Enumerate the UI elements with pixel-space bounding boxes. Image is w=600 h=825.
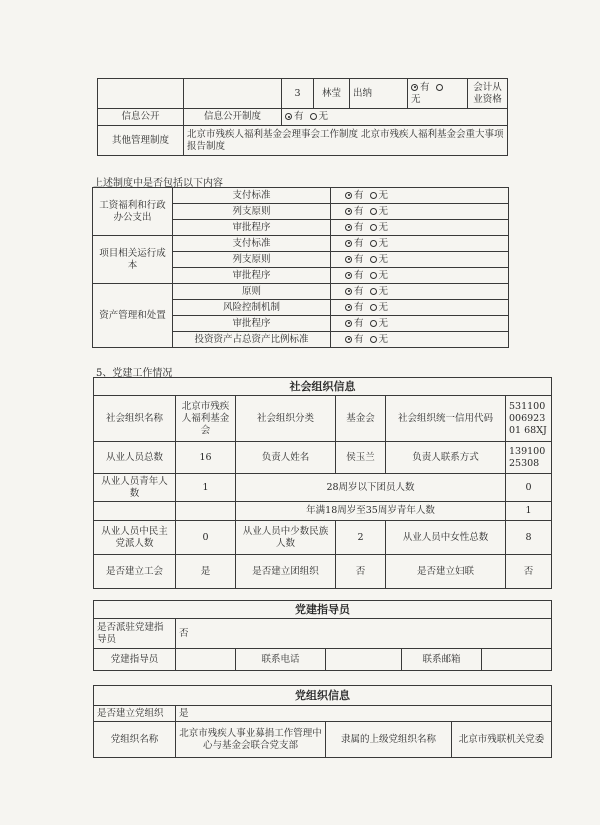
systems-caption: 上述制度中是否包括以下内容 <box>93 178 223 189</box>
org-name-label: 社会组织名称 <box>94 396 176 442</box>
party-parent-label: 隶属的上级党组织名称 <box>326 722 452 758</box>
systems-row <box>93 236 509 252</box>
instructor-title: 党建指导员 <box>94 601 552 619</box>
systems-group-label: 资产管理和处置 <box>93 284 173 348</box>
radio-unchecked-icon <box>370 192 377 199</box>
leader-label: 负责人姓名 <box>236 442 336 474</box>
management-table <box>97 78 508 156</box>
radio-checked-icon <box>345 208 352 215</box>
systems-row <box>93 188 509 204</box>
radio-unchecked-icon <box>370 304 377 311</box>
radio-unchecked-icon <box>310 113 317 120</box>
yes-label: 有 <box>354 301 364 313</box>
union: 是 <box>176 555 236 589</box>
staff-position: 出纳 <box>350 79 408 109</box>
leader-name: 侯玉兰 <box>336 442 386 474</box>
minority-label: 从业人员中少数民族人数 <box>236 521 336 555</box>
category-label: 社会组织分类 <box>236 396 336 442</box>
party-established-label: 是否建立党组织 <box>94 706 176 722</box>
systems-item-label: 支付标准 <box>173 188 331 204</box>
party-org-title: 党组织信息 <box>94 686 552 706</box>
women: 否 <box>506 555 552 589</box>
credit-code-label: 社会组织统一信用代码 <box>386 396 506 442</box>
women-label: 是否建立妇联 <box>386 555 506 589</box>
no-label: 无 <box>378 221 389 233</box>
yes-label: 有 <box>354 205 364 217</box>
radio-unchecked-icon <box>370 288 377 295</box>
systems-group-label: 工资福利和行政办公支出 <box>93 188 173 236</box>
radio-checked-icon <box>345 256 352 263</box>
radio-checked-icon <box>345 192 352 199</box>
leader-contact-label: 负责人联系方式 <box>386 442 506 474</box>
minority: 2 <box>336 521 386 555</box>
yes-no-option <box>331 316 509 332</box>
systems-item-label: 原则 <box>173 284 331 300</box>
org-info-title: 社会组织信息 <box>94 378 552 396</box>
systems-item-label: 列支原则 <box>173 204 331 220</box>
yes-label: 有 <box>354 237 364 249</box>
yes-no-option <box>331 220 509 236</box>
no-label: 无 <box>378 285 389 297</box>
no-label: 无 <box>378 205 389 217</box>
yes-label: 有 <box>354 333 364 345</box>
radio-unchecked-icon <box>370 256 377 263</box>
staff-total: 16 <box>176 442 236 474</box>
yes-label: 有 <box>354 285 364 297</box>
staff-name: 林莹 <box>314 79 350 109</box>
instructor-assigned: 否 <box>176 619 552 649</box>
radio-unchecked-icon <box>436 84 443 91</box>
radio-unchecked-icon <box>370 320 377 327</box>
systems-item-label: 风险控制机制 <box>173 300 331 316</box>
no-label: 无 <box>378 301 389 313</box>
blank-cell <box>176 502 236 521</box>
instructor-table <box>93 600 552 671</box>
blank-cell <box>184 79 282 109</box>
radio-unchecked-icon <box>370 240 377 247</box>
party-org-table <box>93 685 552 758</box>
yes-label: 有 <box>354 269 364 281</box>
radio-checked-icon <box>345 240 352 247</box>
radio-unchecked-icon <box>370 272 377 279</box>
radio-checked-icon <box>345 272 352 279</box>
party-name-label: 党组织名称 <box>94 722 176 758</box>
org-name: 北京市残疾人福利基金会 <box>176 396 236 442</box>
radio-checked-icon <box>345 320 352 327</box>
phone <box>326 649 402 671</box>
other-systems-label: 其他管理制度 <box>98 126 184 156</box>
blank-cell <box>98 79 184 109</box>
systems-item-label: 审批程序 <box>173 316 331 332</box>
radio-checked-icon <box>345 336 352 343</box>
under28: 0 <box>506 474 552 502</box>
no-label: 无 <box>378 317 389 329</box>
systems-row <box>93 284 509 300</box>
yes-label: 有 <box>354 221 364 233</box>
yes-no-option <box>331 188 509 204</box>
radio-unchecked-icon <box>370 336 377 343</box>
info-disclosure-system: 信息公开制度 <box>184 109 282 126</box>
youth-label: 从业人员青年人数 <box>94 474 176 502</box>
systems-item-label: 列支原则 <box>173 252 331 268</box>
radio-unchecked-icon <box>370 224 377 231</box>
party-established: 是 <box>176 706 552 722</box>
other-systems-content: 北京市残疾人福利基金会理事会工作制度 北京市残疾人福利基金会重大事项报告制度 <box>184 126 508 156</box>
no-label: 无 <box>378 333 389 345</box>
yes-no-option <box>331 236 509 252</box>
democratic: 0 <box>176 521 236 555</box>
instructor-name-label: 党建指导员 <box>94 649 176 671</box>
female-label: 从业人员中女性总数 <box>386 521 506 555</box>
no-label: 无 <box>378 269 389 281</box>
radio-checked-icon <box>285 113 292 120</box>
systems-item-label: 审批程序 <box>173 220 331 236</box>
radio-checked-icon <box>345 288 352 295</box>
instructor-assigned-label: 是否派驻党建指导员 <box>94 619 176 649</box>
info-disclosure-label: 信息公开 <box>98 109 184 126</box>
union-label: 是否建立工会 <box>94 555 176 589</box>
no-label: 无 <box>378 237 389 249</box>
systems-item-label: 支付标准 <box>173 236 331 252</box>
leader-contact: 13910025308 <box>506 442 552 474</box>
yes-no-option: 有 无 <box>282 109 508 126</box>
yes-label: 有 <box>354 317 364 329</box>
systems-table <box>92 187 509 348</box>
league: 否 <box>336 555 386 589</box>
yes-no-option <box>331 284 509 300</box>
yes-no-option <box>331 268 509 284</box>
age18-35: 1 <box>506 502 552 521</box>
radio-checked-icon <box>345 224 352 231</box>
no-label: 无 <box>378 189 389 201</box>
no-label: 无 <box>378 253 389 265</box>
yes-no-option <box>331 252 509 268</box>
systems-item-label: 投资资产占总资产比例标准 <box>173 332 331 348</box>
party-name: 北京市残疾人事业募捐工作管理中心与基金会联合党支部 <box>176 722 326 758</box>
democratic-label: 从业人员中民主党派人数 <box>94 521 176 555</box>
category: 基金会 <box>336 396 386 442</box>
staff-cert: 会计从业资格 <box>468 79 508 109</box>
age18-35-label: 年满18周岁至35周岁青年人数 <box>236 502 506 521</box>
yes-label: 有 <box>354 189 364 201</box>
yes-no-option <box>331 332 509 348</box>
youth: 1 <box>176 474 236 502</box>
party-parent: 北京市残联机关党委 <box>452 722 552 758</box>
yes-label: 有 <box>354 253 364 265</box>
staff-total-label: 从业人员总数 <box>94 442 176 474</box>
email <box>482 649 552 671</box>
party-caption: 5、党建工作情况 <box>96 368 173 379</box>
instructor-name <box>176 649 236 671</box>
radio-checked-icon <box>345 304 352 311</box>
systems-item-label: 审批程序 <box>173 268 331 284</box>
female: 8 <box>506 521 552 555</box>
radio-checked-icon <box>411 84 418 91</box>
org-info-table <box>93 377 552 589</box>
league-label: 是否建立团组织 <box>236 555 336 589</box>
systems-group-label: 项目相关运行成本 <box>93 236 173 284</box>
radio-unchecked-icon <box>370 208 377 215</box>
phone-label: 联系电话 <box>236 649 326 671</box>
email-label: 联系邮箱 <box>402 649 482 671</box>
yes-no-option <box>331 300 509 316</box>
staff-index: 3 <box>282 79 314 109</box>
yes-no-option <box>331 204 509 220</box>
credit-code: 53110000692301 68XJ <box>506 396 552 442</box>
under28-label: 28周岁以下团员人数 <box>236 474 506 502</box>
blank-cell <box>94 502 176 521</box>
yes-no-option: 有 无 <box>408 79 468 109</box>
